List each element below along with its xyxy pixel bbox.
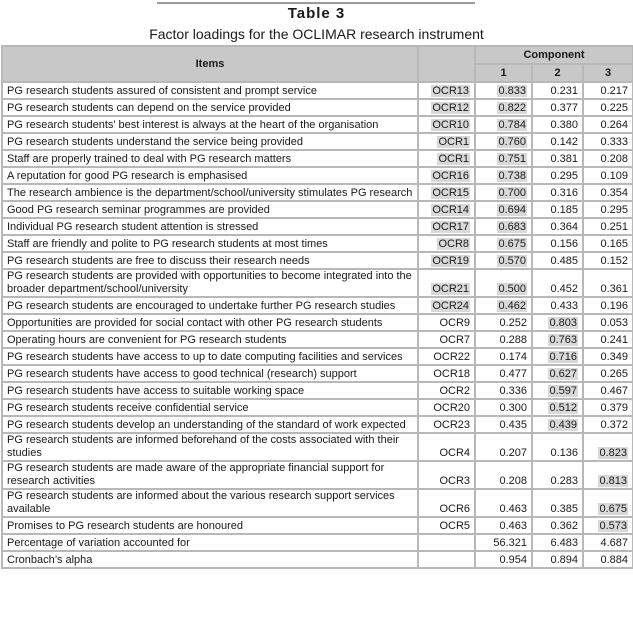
table-row <box>2 235 633 252</box>
loading-cell-1 <box>475 133 532 150</box>
loading-cell-1-text: 0.570 <box>498 255 526 267</box>
loading-cell-3-text: 0.372 <box>600 419 628 431</box>
table-body <box>2 82 633 568</box>
item-cell-text: PG research students are provided with opportunities to become integrated into the broader department/school/university <box>7 270 412 295</box>
loading-cell-2 <box>532 167 583 184</box>
loading-cell-2 <box>532 150 583 167</box>
table-row <box>2 116 633 133</box>
item-cell-text: Opportunities are provided for social contact with other PG research students <box>7 317 383 329</box>
table-row <box>2 82 633 99</box>
table-row <box>2 517 633 534</box>
loading-cell-1 <box>475 99 532 116</box>
loading-cell-1 <box>475 399 532 416</box>
loading-cell-2-text: 0.512 <box>549 402 577 414</box>
loading-cell-3-text: 0.053 <box>600 317 628 329</box>
loading-cell-2-text: 0.295 <box>550 170 578 182</box>
loading-cell-3-text: 0.349 <box>600 351 628 363</box>
summary-value-cell-3-text: 4.687 <box>600 537 628 549</box>
loading-cell-3 <box>583 218 633 235</box>
loading-cell-3-text: 0.109 <box>600 170 628 182</box>
header-component-3: 3 <box>583 64 633 82</box>
summary-value-cell-1 <box>475 551 532 568</box>
loading-cell-1-text: 0.463 <box>499 520 527 532</box>
code-cell-text: OCR23 <box>433 419 470 431</box>
code-cell <box>418 399 475 416</box>
code-cell <box>418 116 475 133</box>
item-cell <box>2 184 418 201</box>
loading-cell-2 <box>532 133 583 150</box>
code-cell-text: OCR12 <box>432 102 469 114</box>
loading-cell-2-text: 0.439 <box>549 419 577 431</box>
loading-cell-1-text: 0.683 <box>498 221 526 233</box>
loading-cell-2 <box>532 365 583 382</box>
loading-cell-2 <box>532 252 583 269</box>
header-items: Items <box>2 46 418 82</box>
loading-cell-2-text: 0.185 <box>550 204 578 216</box>
item-cell-text: Staff are properly trained to deal with PG research matters <box>7 153 292 165</box>
table-row <box>2 461 633 489</box>
item-cell-text: PG research students understand the service being provided <box>7 136 303 148</box>
loading-cell-1-text: 0.675 <box>498 238 526 250</box>
loading-cell-1-text: 0.694 <box>498 204 526 216</box>
code-cell-text: OCR1 <box>438 136 469 148</box>
table-row <box>2 314 633 331</box>
code-cell-text: OCR16 <box>432 170 469 182</box>
loading-cell-1-text: 0.751 <box>498 153 526 165</box>
item-cell <box>2 365 418 382</box>
item-cell-text: PG research students have access to good technical (research) support <box>7 368 357 380</box>
loading-cell-3-text: 0.467 <box>600 385 628 397</box>
item-cell-text: PG research students' best interest is always at the heart of the organisation <box>7 119 379 131</box>
summary-value-cell-2-text: 6.483 <box>550 537 578 549</box>
loading-cell-3 <box>583 252 633 269</box>
loading-cell-3 <box>583 314 633 331</box>
loading-cell-1-text: 0.500 <box>498 283 526 295</box>
header-code <box>418 46 475 82</box>
header-component-2: 2 <box>532 64 583 82</box>
top-rule <box>157 2 475 4</box>
loading-cell-3-text: 0.196 <box>600 300 628 312</box>
loading-cell-3-text: 0.225 <box>600 102 628 114</box>
summary-label-cell-text: Cronbach’s alpha <box>7 554 93 566</box>
loading-cell-2 <box>532 314 583 331</box>
item-cell-text: PG research students receive confidential service <box>7 402 249 414</box>
item-cell <box>2 416 418 433</box>
code-cell <box>418 517 475 534</box>
loading-cell-2-text: 0.142 <box>550 136 578 148</box>
loading-cell-2-text: 0.627 <box>549 368 577 380</box>
item-cell-text: PG research students develop an understanding of the standard of work expected <box>7 419 406 431</box>
summary-value-cell-2 <box>532 551 583 568</box>
loading-cell-1 <box>475 433 532 461</box>
loading-cell-2 <box>532 116 583 133</box>
loading-cell-3 <box>583 184 633 201</box>
loading-cell-3-text: 0.264 <box>600 119 628 131</box>
table-row <box>2 365 633 382</box>
item-cell <box>2 218 418 235</box>
loading-cell-1-text: 0.288 <box>499 334 527 346</box>
loading-cell-2-text: 0.385 <box>550 503 578 515</box>
loading-cell-1-text: 0.833 <box>498 85 526 97</box>
item-cell <box>2 167 418 184</box>
summary-value-cell-1-text: 0.954 <box>499 554 527 566</box>
code-cell <box>418 489 475 517</box>
loading-cell-3-text: 0.251 <box>600 221 628 233</box>
table-caption: Factor loadings for the OCLIMAR research instrument <box>149 26 484 42</box>
loading-cell-2 <box>532 489 583 517</box>
item-cell <box>2 116 418 133</box>
loading-cell-2 <box>532 517 583 534</box>
loading-cell-3 <box>583 433 633 461</box>
item-cell <box>2 517 418 534</box>
loading-cell-1-text: 0.300 <box>499 402 527 414</box>
loading-cell-1-text: 0.462 <box>498 300 526 312</box>
code-cell-text: OCR19 <box>432 255 469 267</box>
code-cell <box>418 218 475 235</box>
loading-cell-1 <box>475 331 532 348</box>
loading-cell-2 <box>532 399 583 416</box>
table-row <box>2 133 633 150</box>
item-cell-text: PG research students are made aware of the appropriate financial support for research activities <box>7 462 385 487</box>
code-cell <box>418 167 475 184</box>
loading-cell-3-text: 0.813 <box>599 475 627 487</box>
table-row <box>2 348 633 365</box>
loading-cell-3 <box>583 82 633 99</box>
table-row <box>2 167 633 184</box>
code-cell <box>418 297 475 314</box>
table-row <box>2 399 633 416</box>
loading-cell-1-text: 0.174 <box>499 351 527 363</box>
loading-cell-2 <box>532 433 583 461</box>
code-cell <box>418 416 475 433</box>
loading-cell-1 <box>475 382 532 399</box>
loading-cell-1 <box>475 461 532 489</box>
item-cell <box>2 433 418 461</box>
table-row <box>2 99 633 116</box>
summary-value-cell-3 <box>583 534 633 551</box>
loading-cell-1-text: 0.207 <box>499 447 527 459</box>
loading-cell-2 <box>532 297 583 314</box>
summary-value-cell-1 <box>475 534 532 551</box>
item-cell <box>2 461 418 489</box>
loading-cell-2-text: 0.716 <box>549 351 577 363</box>
loading-cell-2 <box>532 269 583 297</box>
table-row <box>2 416 633 433</box>
code-cell-text: OCR1 <box>438 153 469 165</box>
loading-cell-2-text: 0.231 <box>550 85 578 97</box>
loading-cell-3-text: 0.241 <box>600 334 628 346</box>
loading-cell-1 <box>475 365 532 382</box>
code-cell-text: OCR2 <box>439 385 470 397</box>
loading-cell-3-text: 0.354 <box>600 187 628 199</box>
loading-cell-1-text: 0.336 <box>499 385 527 397</box>
item-cell <box>2 297 418 314</box>
loading-cell-2 <box>532 201 583 218</box>
item-cell <box>2 201 418 218</box>
code-cell-text: OCR13 <box>432 85 469 97</box>
loading-cell-2 <box>532 416 583 433</box>
loading-cell-3 <box>583 150 633 167</box>
loading-cell-3-text: 0.333 <box>600 136 628 148</box>
loading-cell-3 <box>583 235 633 252</box>
loading-cell-2 <box>532 99 583 116</box>
item-cell <box>2 99 418 116</box>
loading-cell-3-text: 0.379 <box>600 402 628 414</box>
loading-cell-2-text: 0.381 <box>550 153 578 165</box>
loading-cell-3-text: 0.165 <box>600 238 628 250</box>
loading-cell-2-text: 0.362 <box>550 520 578 532</box>
loading-cell-2-text: 0.763 <box>549 334 577 346</box>
item-cell <box>2 269 418 297</box>
table-row <box>2 150 633 167</box>
table-row <box>2 218 633 235</box>
loading-cell-1 <box>475 116 532 133</box>
loading-cell-1 <box>475 218 532 235</box>
summary-value-cell-3 <box>583 551 633 568</box>
item-cell-text: Good PG research seminar programmes are provided <box>7 204 270 216</box>
loading-cell-1 <box>475 184 532 201</box>
loading-cell-3 <box>583 201 633 218</box>
loading-cell-3-text: 0.217 <box>600 85 628 97</box>
loading-cell-3 <box>583 365 633 382</box>
item-cell <box>2 235 418 252</box>
code-cell <box>418 99 475 116</box>
loading-cell-2 <box>532 184 583 201</box>
item-cell-text: PG research students have access to up to date computing facilities and services <box>7 351 403 363</box>
table-row <box>2 201 633 218</box>
loading-cell-3 <box>583 348 633 365</box>
loading-cell-2 <box>532 348 583 365</box>
loading-cell-1-text: 0.463 <box>499 503 527 515</box>
loading-cell-2-text: 0.433 <box>550 300 578 312</box>
loading-cell-1-text: 0.700 <box>498 187 526 199</box>
loading-cell-1 <box>475 489 532 517</box>
loading-cell-3 <box>583 99 633 116</box>
summary-value-cell-2-text: 0.894 <box>550 554 578 566</box>
code-cell <box>418 433 475 461</box>
item-cell <box>2 82 418 99</box>
item-cell-text: The research ambience is the department/school/university stimulates PG research <box>7 187 413 199</box>
item-cell <box>2 133 418 150</box>
table-label: Table 3 <box>287 5 346 22</box>
loading-cell-2-text: 0.803 <box>549 317 577 329</box>
item-cell-text: Promises to PG research students are honoured <box>7 520 244 532</box>
loading-cell-3 <box>583 416 633 433</box>
loading-cell-2 <box>532 235 583 252</box>
item-cell <box>2 399 418 416</box>
code-cell <box>418 184 475 201</box>
loading-cell-1 <box>475 167 532 184</box>
code-cell-text: OCR24 <box>432 300 469 312</box>
code-cell-text: OCR18 <box>433 368 470 380</box>
code-cell <box>418 314 475 331</box>
code-cell <box>418 150 475 167</box>
item-cell-text: PG research students can depend on the service provided <box>7 102 291 114</box>
item-cell-text: Operating hours are convenient for PG research students <box>7 334 287 346</box>
loading-cell-3 <box>583 167 633 184</box>
code-cell-text: OCR17 <box>432 221 469 233</box>
loading-cell-2 <box>532 82 583 99</box>
loading-cell-2-text: 0.316 <box>550 187 578 199</box>
code-cell-text: OCR20 <box>433 402 470 414</box>
summary-value-cell-1-text: 56.321 <box>493 537 527 549</box>
code-cell <box>418 235 475 252</box>
loading-cell-1 <box>475 416 532 433</box>
loading-cell-1-text: 0.738 <box>498 170 526 182</box>
code-cell-text: OCR6 <box>439 503 470 515</box>
loading-cell-2-text: 0.380 <box>550 119 578 131</box>
code-cell <box>418 382 475 399</box>
code-cell-text: OCR7 <box>439 334 470 346</box>
loading-cell-1 <box>475 252 532 269</box>
item-cell-text: A reputation for good PG research is emphasised <box>7 170 248 182</box>
summary-code-cell <box>418 551 475 568</box>
loading-cell-3-text: 0.208 <box>600 153 628 165</box>
loading-cell-2-text: 0.597 <box>549 385 577 397</box>
item-cell-text: PG research students have access to suitable working space <box>7 385 305 397</box>
loading-cell-2-text: 0.364 <box>550 221 578 233</box>
item-cell-text: Staff are friendly and polite to PG research students at most times <box>7 238 328 250</box>
table-row <box>2 297 633 314</box>
loading-cell-1 <box>475 269 532 297</box>
summary-value-cell-2 <box>532 534 583 551</box>
code-cell-text: OCR4 <box>439 447 470 459</box>
summary-value-cell-3-text: 0.884 <box>600 554 628 566</box>
loading-cell-1 <box>475 517 532 534</box>
item-cell <box>2 150 418 167</box>
loading-cell-3 <box>583 116 633 133</box>
loading-cell-3-text: 0.573 <box>599 520 627 532</box>
loading-cell-1 <box>475 201 532 218</box>
item-cell <box>2 252 418 269</box>
loading-cell-1 <box>475 297 532 314</box>
table-row <box>2 382 633 399</box>
loading-cell-1-text: 0.822 <box>498 102 526 114</box>
code-cell <box>418 348 475 365</box>
item-cell <box>2 314 418 331</box>
factor-loadings-table <box>1 45 633 569</box>
table-row <box>2 489 633 517</box>
code-cell-text: OCR3 <box>439 475 470 487</box>
loading-cell-2 <box>532 331 583 348</box>
summary-row <box>2 551 633 568</box>
loading-cell-3-text: 0.823 <box>599 447 627 459</box>
header-component: Component <box>475 46 633 64</box>
code-cell-text: OCR22 <box>433 351 470 363</box>
summary-label-cell <box>2 551 418 568</box>
code-cell-text: OCR8 <box>438 238 469 250</box>
code-cell <box>418 461 475 489</box>
item-cell <box>2 382 418 399</box>
loading-cell-3-text: 0.675 <box>599 503 627 515</box>
loading-cell-3 <box>583 331 633 348</box>
summary-code-cell <box>418 534 475 551</box>
loading-cell-1-text: 0.784 <box>498 119 526 131</box>
loading-cell-3-text: 0.295 <box>600 204 628 216</box>
loading-cell-1 <box>475 348 532 365</box>
code-cell <box>418 269 475 297</box>
loading-cell-2-text: 0.485 <box>550 255 578 267</box>
loading-cell-2 <box>532 218 583 235</box>
loading-cell-1 <box>475 82 532 99</box>
loading-cell-3-text: 0.265 <box>600 368 628 380</box>
item-cell-text: Individual PG research student attention is stressed <box>7 221 259 233</box>
loading-cell-3 <box>583 269 633 297</box>
item-cell-text: PG research students are informed about the various research support services available <box>7 490 395 515</box>
code-cell <box>418 331 475 348</box>
summary-label-cell <box>2 534 418 551</box>
code-cell <box>418 82 475 99</box>
loading-cell-1-text: 0.477 <box>499 368 527 380</box>
item-cell-text: PG research students assured of consistent and prompt service <box>7 85 317 97</box>
loading-cell-1 <box>475 235 532 252</box>
loading-cell-3 <box>583 133 633 150</box>
item-cell-text: PG research students are informed beforehand of the costs associated with their studies <box>7 434 399 459</box>
loading-cell-3 <box>583 382 633 399</box>
item-cell-text: PG research students are encouraged to undertake further PG research studies <box>7 300 396 312</box>
table-header <box>2 46 633 82</box>
table-row <box>2 331 633 348</box>
code-cell-text: OCR14 <box>432 204 469 216</box>
code-cell-text: OCR10 <box>432 119 469 131</box>
code-cell-text: OCR9 <box>439 317 470 329</box>
item-cell <box>2 489 418 517</box>
loading-cell-1-text: 0.435 <box>499 419 527 431</box>
table-row <box>2 184 633 201</box>
loading-cell-1-text: 0.760 <box>498 136 526 148</box>
loading-cell-2 <box>532 461 583 489</box>
loading-cell-2-text: 0.377 <box>550 102 578 114</box>
code-cell-text: OCR15 <box>432 187 469 199</box>
code-cell <box>418 252 475 269</box>
table-row <box>2 433 633 461</box>
code-cell <box>418 133 475 150</box>
summary-row <box>2 534 633 551</box>
loading-cell-3 <box>583 297 633 314</box>
loading-cell-1 <box>475 314 532 331</box>
item-cell <box>2 348 418 365</box>
item-cell <box>2 331 418 348</box>
code-cell-text: OCR5 <box>439 520 470 532</box>
item-cell-text: PG research students are free to discuss their research needs <box>7 255 310 267</box>
summary-label-cell-text: Percentage of variation accounted for <box>7 537 190 549</box>
loading-cell-3-text: 0.152 <box>600 255 628 267</box>
loading-cell-3-text: 0.361 <box>600 283 628 295</box>
code-cell <box>418 365 475 382</box>
table-row <box>2 269 633 297</box>
loading-cell-2 <box>532 382 583 399</box>
loading-cell-2-text: 0.452 <box>550 283 578 295</box>
loading-cell-3 <box>583 517 633 534</box>
header-component-1: 1 <box>475 64 532 82</box>
loading-cell-3 <box>583 399 633 416</box>
loading-cell-1 <box>475 150 532 167</box>
loading-cell-3 <box>583 461 633 489</box>
loading-cell-2-text: 0.156 <box>550 238 578 250</box>
table-row <box>2 252 633 269</box>
loading-cell-1-text: 0.252 <box>499 317 527 329</box>
loading-cell-2-text: 0.136 <box>550 447 578 459</box>
code-cell-text: OCR21 <box>432 283 469 295</box>
loading-cell-3 <box>583 489 633 517</box>
code-cell <box>418 201 475 218</box>
loading-cell-1-text: 0.208 <box>499 475 527 487</box>
loading-cell-2-text: 0.283 <box>550 475 578 487</box>
